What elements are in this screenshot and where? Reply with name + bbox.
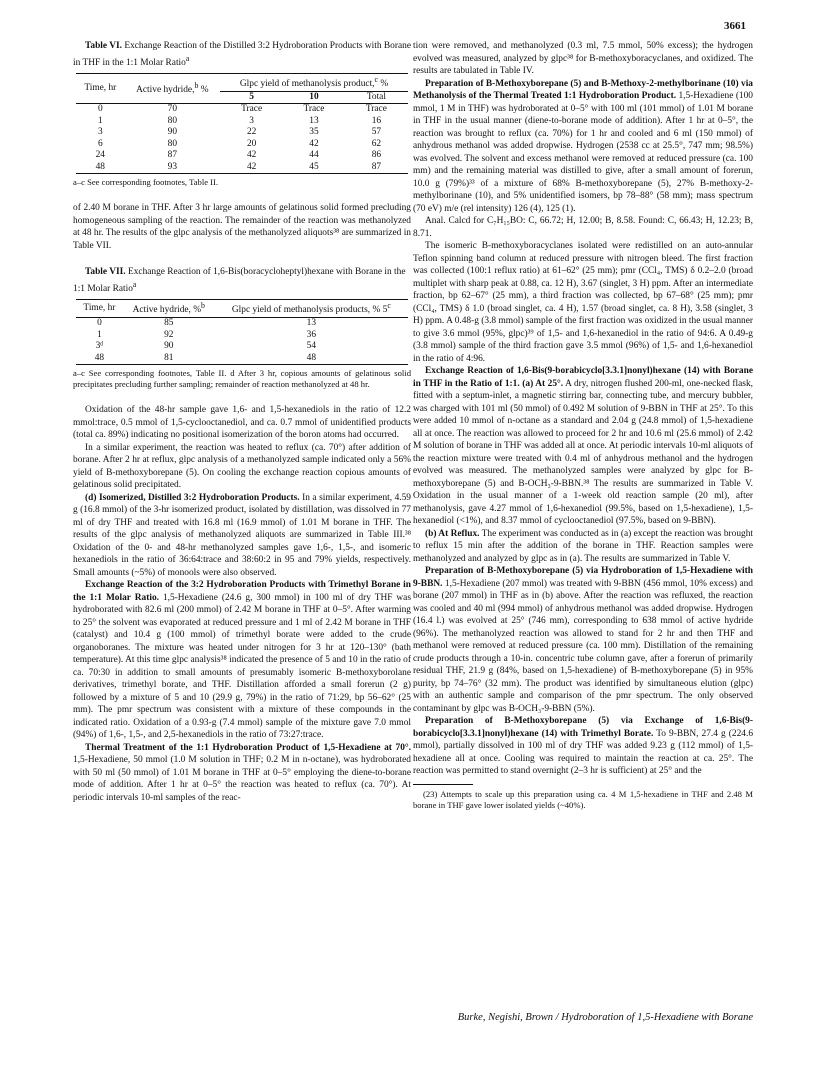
table6-cell: 42 [220,162,282,174]
table7-cell: 81 [122,353,215,365]
right-paragraph-text: 1,5-Hexadiene (207 mmol) was treated with 9-BBN (456 mmol, 10% excess) and borane (207 mmol) in THF as in (b) above. After the reaction was refluxed, the reaction was cooled and 40 ml (994 mmol) of anhydrous methanol was added dropwise. Hydrogen (16.4 l.) was evolved at 25° (746 mm), corresponding to 638 mmol of active hydride (96%). The methanolyzed reaction was allowed to stand for 2 hr and then THF and methanol were removed at reduced pressure (ca. 100 mm). Distillation of the remaining crude products through a 10-in. concentric tube column gave, after a forerun of primarily residual THF, 21.9 g (84%, based on 1,5-hexadiene) of B-methoxyborepane (5) in 95% purity, bp 74–76° (32 mm). The product was identified by simultaneous elution (glpc) with an authentic sample and comparison of the pmr spectrum. The only observed contaminant by glpc was B-OCH₃-9-BBN (5%). [413,578,753,714]
table6-header-total: Total [366,91,386,102]
table6-cell: Trace [241,104,263,115]
table7-header-time: Time, hr [83,302,116,313]
left-paragraph [73,404,411,442]
table6-caption-label: Table VI. [85,41,122,51]
table7-cell: 48 [215,353,407,365]
left-paragraph-heading: Exchange Reaction of the 3:2 Hydroboration Products with Trimethyl Borane in the 1:1 Molar Ratio. [73,580,411,603]
table7-header-glpc: Glpc yield of methanolysis products, % 5$^c$ [231,301,391,316]
table6-cell: 35 [309,127,319,138]
table6-header-time: Time, hr [84,82,117,93]
table7-cell: 92 [164,329,174,340]
table7-caption-sup: a [132,279,137,289]
table6-cell: 16 [371,115,382,126]
table7-cell: 85 [164,318,174,328]
table6-header-hydride: Active hydride,$^b$ % [136,81,209,96]
table6-cell: 22 [246,127,257,138]
table7-cell: 0 [97,318,102,328]
right-paragraph-heading: Preparation of B-Methoxyborepane (5) via Exchange of 1,6-Bis(9-borabicyclo[3.3.1]nonyl)hexane (14) with Trimethyl Borate. [413,716,753,739]
right-body [413,40,753,778]
table6-cell: 87 [167,150,178,161]
table6-caption [73,40,411,69]
table6-cell: 48 [76,162,124,174]
table6-header-5: 5 [249,91,254,102]
table6-group-header: Glpc yield of methanolysis product,$^c$ % [220,74,407,92]
table6 [76,73,407,174]
table6-cell: 70 [167,104,178,115]
table7-cell: 3ᵈ [95,341,104,351]
left-paragraph [73,442,411,492]
table6-cell: 42 [246,150,257,161]
table6-cell: 42 [309,138,319,149]
table6-cell: 13 [309,115,319,126]
right-paragraph-text: To 9-BBN, 27.4 g (224.6 mmol), partially dissolved in 100 ml of dry THF was added 9.23 g (112 mmol) of 1,5-hexadiene all at once. Cooling was required to maintain the reaction at ca. 25°. The reaction was permitted to stand overnight (2–3 hr is sufficient) at 25° and the [413,728,754,776]
table6-row [76,104,407,116]
left-body [73,404,411,804]
table6-cell: 80 [167,138,178,149]
page-number: 3661 [724,20,746,32]
table7-header-hydride: Active hydride, %$^b$ [132,301,205,316]
running-footer: Burke, Negishi, Brown / Hydroboration of 1,5-Hexadiene with Borane [457,1012,753,1023]
right-paragraph [413,215,753,240]
table6-row [76,150,407,162]
right-paragraph [413,528,753,566]
table6-cell: 57 [371,127,382,138]
table6-caption-text: Exchange Reaction of the Distilled 3:2 Hydroboration Products with Borane in THF in the 1:1 Molar Ratio [73,41,411,68]
table7-row [76,330,407,342]
right-paragraph-text: The isomeric B-methoxyboracyclanes isolated were redistilled on an auto-annular Teflon spinning band column at reduced pressure with nitrogen bleed. The first fraction was collected (100:1 reflux ratio) at 61–62° (25 mm); pmr (CCl₄, TMS) δ 0.2–2.0 (broad multiplet with sharp peak at 0.88, ca. 12 H), 3.67 (singlet, 3 H) ppm. After an intermediate fraction, bp 62–67° (25 mm), a third fraction was collected, bp 67–68° (25 mm); pmr (CCl₄, TMS) δ 1.0 (broad singlet, ca. 4 H), 1.57 (broad singlet, ca. 8 H), 3.58 (singlet, 3 H) ppm. A 0.48-g (3.8 mmol) sample of the first fraction was oxidized in the usual manner to give 3.6 mmol (95%, glpc)³⁹ of 1,5- and 1,6-hexanediol in the ratio of 94:6. A 0.49-g (3.8 mmol) sample of the third fraction gave 3.5 mmol (96%) of 1,5- and 1,6-hexanediol in the ratio of 4:96. [413,241,753,364]
right-paragraph [413,565,753,715]
table7-cell: 36 [306,329,317,340]
table6-footnote: a–c See corresponding footnotes, Table II. [73,177,219,188]
right-paragraph-heading: Preparation of B-Methoxyborepane (5) and B-Methoxy-2-methylborinane (10) via Methanolysis of the Thermal Treated 1:1 Hydroboration Product. [413,78,753,101]
table6-cell: 93 [124,162,220,174]
table7-cell: 1 [97,329,102,340]
table6-cell: 20 [246,138,257,149]
right-paragraph-heading: Exchange Reaction of 1,6-Bis(9-borabicyclo[3.3.1]nonyl)hexane (14) with Borane in THF in the Ratio of 1:1. (a) At 25°. [413,366,753,389]
table7-cell: 13 [306,318,317,328]
left-para-a: of 2.40 M borane in THF. After 3 hr large amounts of gelatinous solid formed precluding homogeneous sampling of the reaction. The remainder of the reaction was methanolyzed at 48 hr. The results of the glpc analysis of the methanolyzed aliquots³⁸ are summarized in Table VII. [73,203,411,251]
table6-row [76,116,407,128]
right-paragraph-text: A dry, nitrogen flushed 200-ml, one-necked flask, fitted with a septum-inlet, a magnetic stirring bar, connecting tube, and mercury bubbler, was charged with 101 ml (50 mmol) of 0.492 M solution of 9-BBN in THF at 25°. To this were added 10 mmol of n-octane as a standard and 2.04 g (24.8 mmol) of 1,5-hexadiene all at once. The reaction was allowed to proceed for 2 hr and 10.6 ml (25.6 mmol) of 2.42 M solution of borane in THF was added all at once. At periodic intervals 10-ml aliquots of the reaction mixture were treated with 0.4 ml of anhydrous methanol and the hydrogen evolved was measured. The methanolyzed samples were analyzed by glpc for B-methoxyborepane (5) and B-OCH₃-9-BBN.³⁸ The results are summarized in Table V. Oxidation in the usual manner of a 1-week old reaction sample (20 ml), after methanolysis, gave 4.27 mmol of 1,6-hexanediol (99.5%, based on 1,5-hexadiene), 1,5-hexanediol (<1%), and 8.37 mmol of cyclooctanediol (97.5%, based on 9-BBN). [413,378,753,526]
table7-row [76,318,407,330]
table6-cell: 1 [97,115,103,126]
right-paragraph [413,240,753,365]
table6-cell: 86 [371,150,382,161]
table6-cell: 87 [345,162,407,174]
left-paragraph-text: In a similar experiment, the reaction was heated to reflux (ca. 70°) after addition of borane. After 2 hr at reflux, glpc analysis of a methanolyzed sample indicated only a 56% yield of B-methoxyborepane (5). On cooling the exchange reaction copious amounts of gelatinous solid precipitated. [73,442,411,490]
table6-cell: 24 [95,150,105,161]
right-paragraph-text: 1,5-Hexadiene (100 mmol, 1 M in THF) was hydroborated at 0–5° with 100 ml (101 mmol) of 1.01 M borane in THF in the usual manner (diene-to-borane mode of addition). After 1 hr at 0–5°, the reaction was brought to reflux (ca. 70%) for 1 hr and cooled and 6 ml (150 mmol) of anhydrous methanol was added dropwise. Hydrogen (2538 cc at 25.5°, 747 mm; 98.5%) was evolved. The solvent and excess methanol were removed at reduced pressure (ca. 100 mm) and the remaining material was distilled to give, after a small amount of forerun, 10.0 g (79%)³³ of a mixture of 68% B-methoxyborepane (5), 27% B-methoxy-2-methylborinane (10), and 5% unidentified isomers, bp 78–88° (58 mm); mass spectrum (70 eV) m/e (rel intensity) 126 (4), 125 (1). [413,91,753,214]
table7-caption [73,266,411,295]
table6-cell: 90 [167,127,178,138]
table7-footnote: a–c See corresponding footnotes, Table II. d After 3 hr, copious amounts of gelatinous solid precipitates precluding further sampling; remainder of reaction methanolyzed at 48 hr. [73,368,411,389]
left-paragraph-text: Oxidation of the 48-hr sample gave 1,6- and 1,5-hexanediols in the ratio of 12.2 mmol:trace, 0.5 mmol of 1,5-cyclooctanediol, and ca. 0.7 mmol of unidentified products (total ca. 89%) indicating no positional isomerization of the boron atoms had occurred. [73,405,411,440]
left-paragraph [73,579,411,742]
right-paragraph-text: Anal. Calcd for C₇H₁₅BO: C, 66.72; H, 12.00; B, 8.58. Found: C, 66.43; H, 12.23; B, 8.71. [413,216,753,239]
table6-cell: 3 [97,127,103,138]
table7-cell: 90 [164,341,174,351]
table6-caption-sup: a [185,53,190,63]
table6-cell: Trace [303,104,325,115]
table6-row [76,127,407,139]
table6-cell: 3 [249,115,254,126]
right-paragraph-heading: Preparation of B-Methoxyborepane (5) via Hydroboration of 1,5-Hexadiene with 9-BBN. [413,566,753,589]
table6-cell: 45 [283,162,345,174]
table6-cell: 80 [167,115,178,126]
table7-body [76,318,407,365]
table6-cell: Trace [365,104,387,115]
left-paragraph-text: In a similar experiment, 4.59 g (16.8 mmol) of the 3-hr isomerized product, isolated by distillation, was dissolved in 77 ml of dry THF and treated with 16.8 ml (16.9 mmol) of 1.01 M borane in THF. The results of the glpc analysis of methanolyzed aliquots are summarized in Table III.³⁸ Oxidation of the 0- and 48-hr methanolyzed samples gave 1,6-, 1,5-, and isomeric hexanediols in the ratio of 36:64:trace and 38:60:2 in 95 and 79% yields, respectively. Small amounts (~5%) of monools were also observed. [73,492,411,578]
right-paragraph-text: The experiment was conducted as in (a) except the reaction was brought to reflux 15 min after the addition of the borane in THF. Reaction samples were methanolyzed and analyzed by glpc as in (a). The results are summarized in Table V. [413,528,753,564]
right-paragraph-heading: (b) At Reflux. [425,528,480,539]
table6-row [76,139,407,151]
footnote-rule [413,784,473,785]
table7 [76,299,407,365]
right-paragraph-text: tion were removed, and methanolyzed (0.3 ml, 7.5 mmol, 50% excess); the hydrogen evolved was measured, analyzed by glpc³⁸ for B-methoxyboracyclanes, and oxidized. The results are tabulated in Table IV. [413,41,753,76]
left-paragraph [73,742,411,805]
right-paragraph [413,78,753,216]
right-paragraph [413,715,753,778]
left-paragraph-heading: (d) Isomerized, Distilled 3:2 Hydroboration Products. [85,492,300,503]
table7-caption-text: Exchange Reaction of 1,6-Bis(boracycloheptyl)hexane with Borane in the 1:1 Molar Ratio [73,267,406,294]
table7-cell: 48 [76,353,122,365]
left-paragraph-heading: Thermal Treatment of the 1:1 Hydroboration Product of 1,5-Hexadiene at 70°. [85,742,411,753]
table6-row [76,162,407,174]
left-paragraph-text: 1,5-Hexadiene (24.6 g, 300 mmol) in 100 ml of dry THF was hydroborated with 82.6 ml (200 mmol) of 2.42 M borane in THF at 0–5°. After warming to 25° the solvent was evaporated at reduced pressure and 1 ml of 2.42 M borane in THF (catalyst) and 10.4 g (100 mmol) of trimethyl borate were added to the crude organoboranes. The mixture was heated under nitrogen for 3 hr at 120–130° (bath temperature). At this time glpc analysis³⁸ indicated the presence of 5 and 10 in the ratio of ca. 70:30 in addition to small amounts of presumably isomeric B-methoxyborolane derivatives, trimethyl borate, and THF. Distillation afforded a small forerun (2 g) followed by a mixture of 5 and 10 (29.9 g, 79%) in the ratio of 71:29, bp 56–62° (25 mm). The pmr spectrum was consistent with a mixture of these compounds in the indicated ratio. Oxidation of a 0.93-g (7.4 mmol) sample of the mixture gave 7.0 mmol (94%) of 1,6-, 1,5-, and 2,5-hexanediols in the ratio of 73:27:trace. [73,592,411,740]
table6-header-10: 10 [309,91,319,102]
table6-cell: 62 [371,138,382,149]
left-paragraph [73,492,411,580]
right-paragraph [413,365,753,528]
table6-body [76,104,407,174]
table7-row [76,341,407,353]
table6-cell: 6 [97,138,103,149]
right-column [413,40,753,811]
right-paragraph [413,40,753,78]
table6-cell: 0 [97,104,103,115]
table7-row [76,353,407,365]
table7-caption-label: Table VII. [85,267,126,278]
footnote-23: (23) Attempts to scale up this preparation using ca. 4 M 1,5-hexadiene in THF and 2.48 M borane in THF gave lower isolated yields (~40%). [413,788,753,810]
table7-cell: 54 [306,341,317,351]
left-column [73,40,411,804]
left-paragraph-text: 1,5-Hexadiene, 50 mmol (1.0 M solution in THF; 0.2 M in n-octane), was hydroborated with 50 ml (50 mmol) of 1.01 M borane in THF at 0–5° employing the diene-to-borane mode of addition. After 1 hr at 0–5° the reaction was heated to reflux (ca. 70°). At periodic intervals 10-ml samples of the reac- [73,755,411,803]
table6-cell: 44 [309,150,319,161]
